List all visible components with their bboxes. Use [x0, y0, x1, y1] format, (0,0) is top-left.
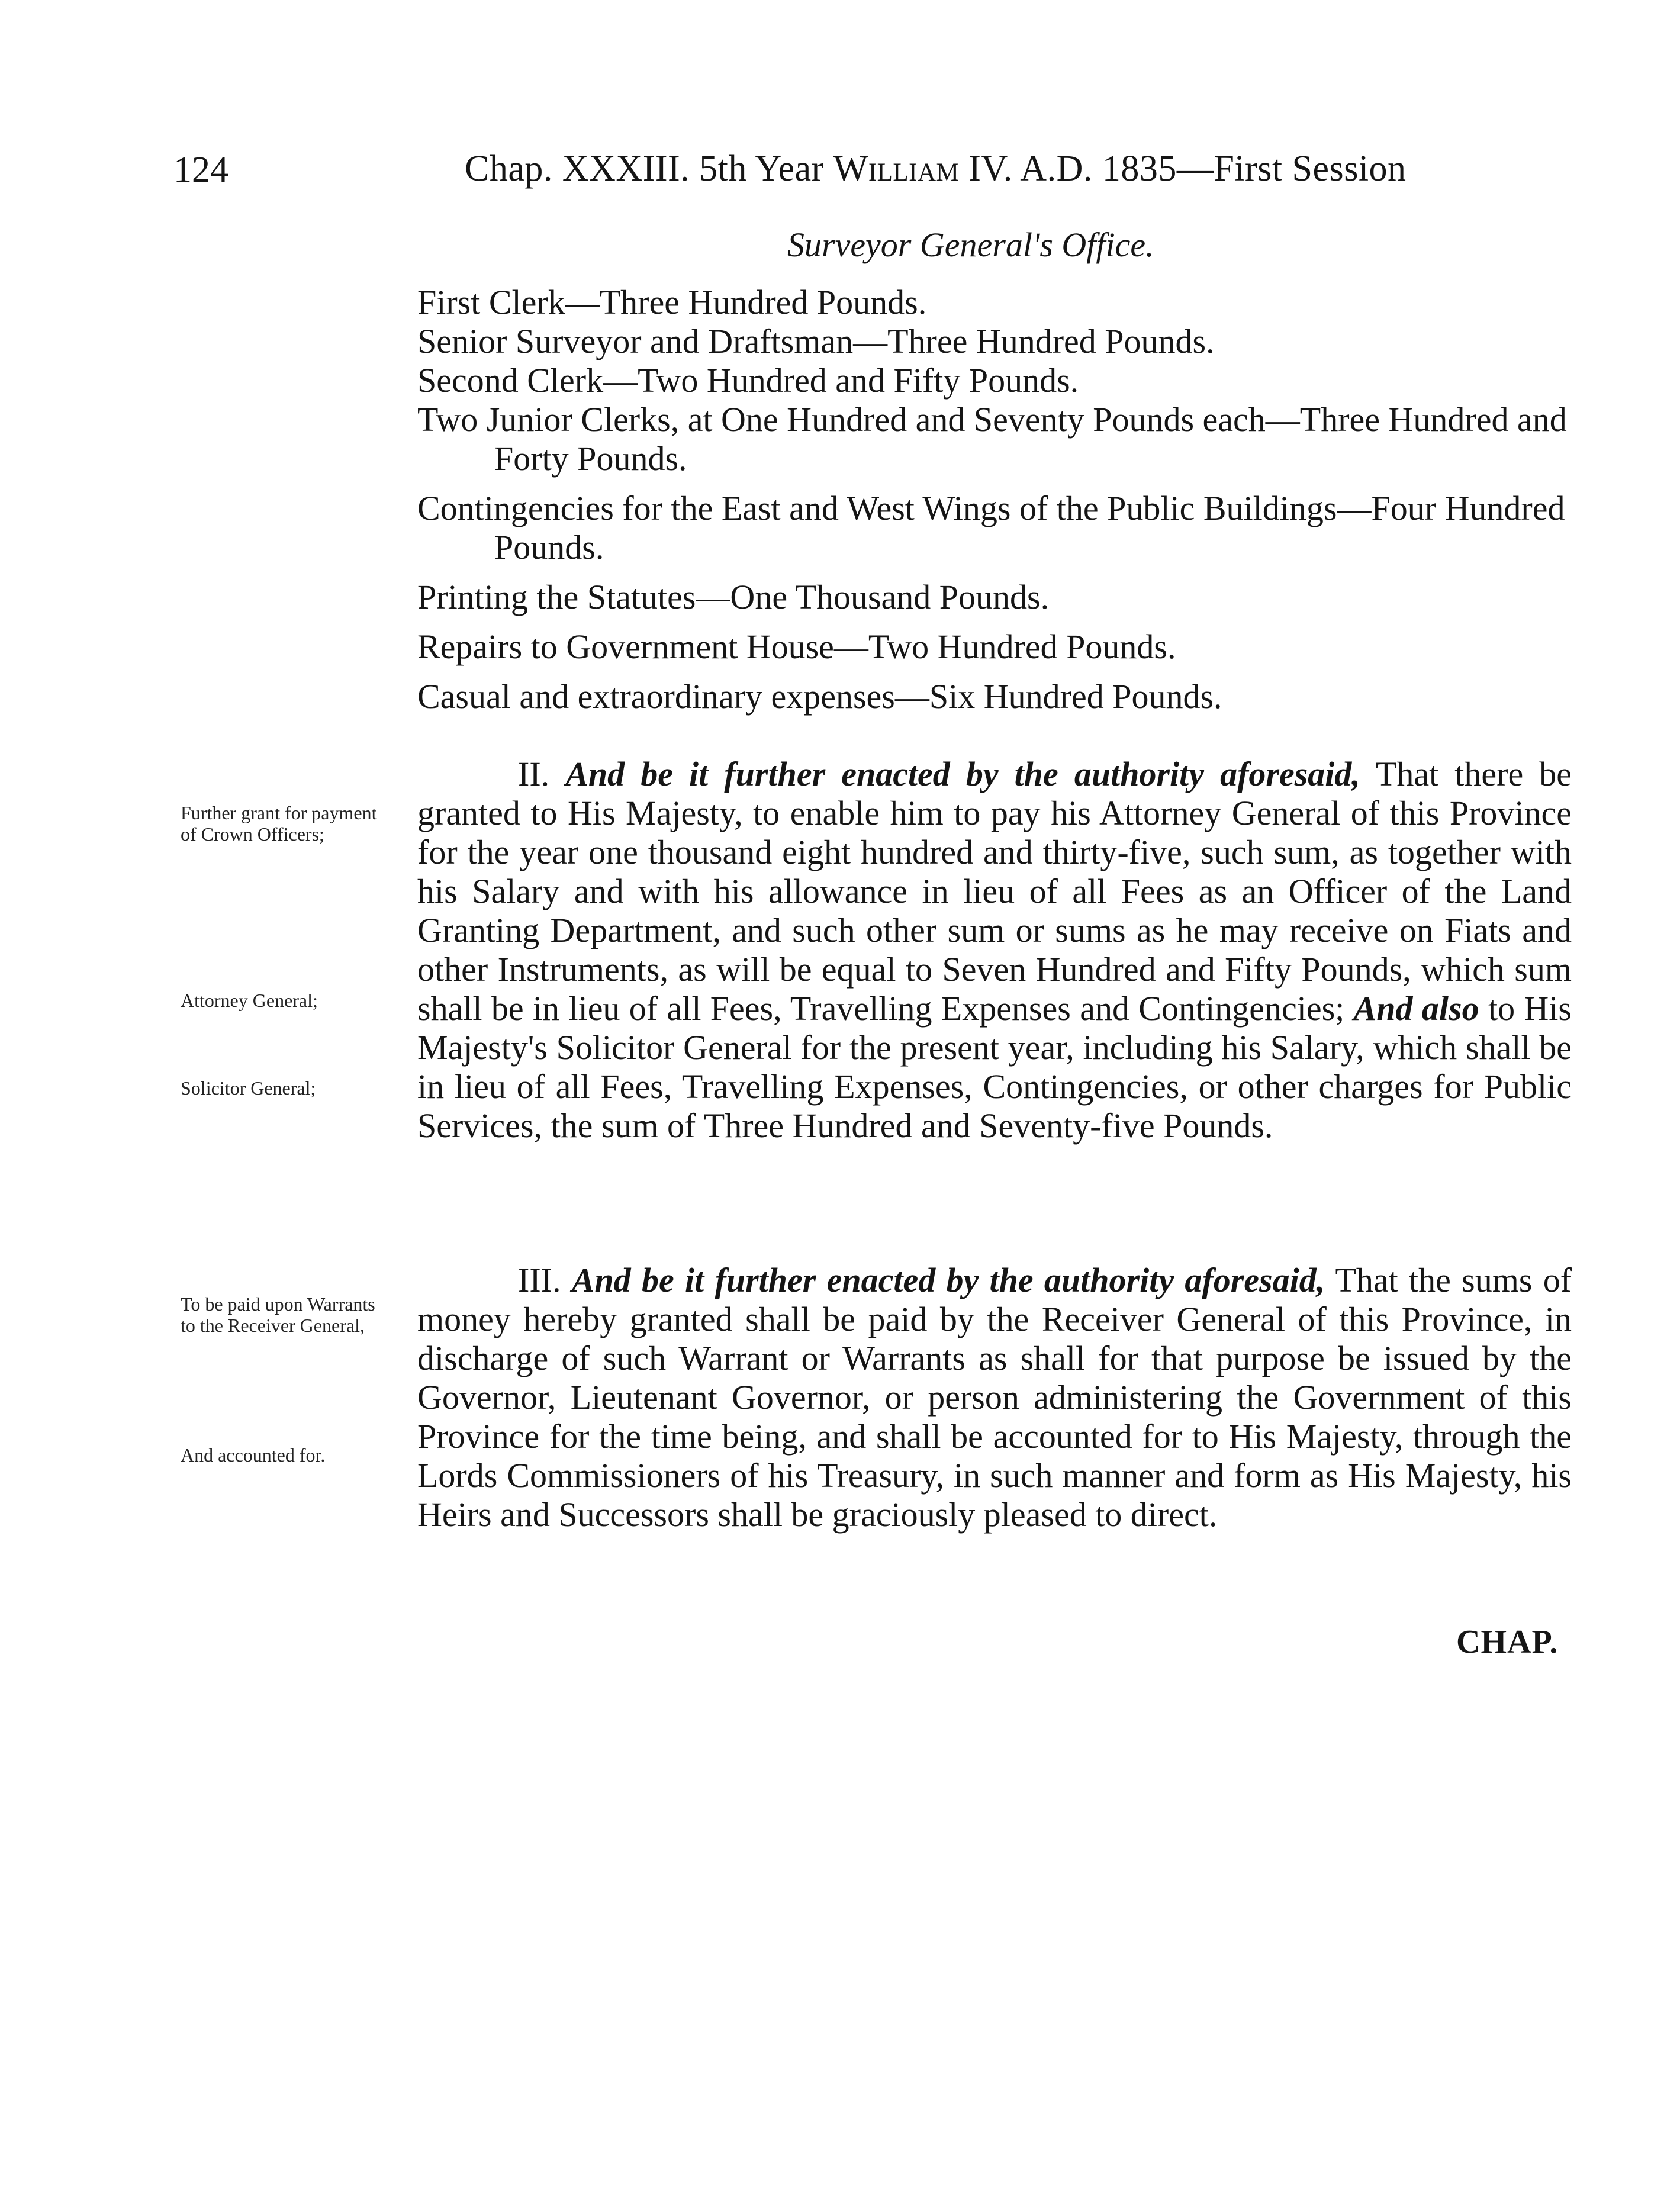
- section-3-number: III.: [518, 1261, 572, 1299]
- salary-list: [417, 283, 1572, 716]
- running-head-tail: IV. A.D. 1835—First Session: [959, 149, 1407, 189]
- section-2-text-b: to His Majesty's Solicitor General for the present year, including his Salary, which shall be in lieu of all Fees, Travelling Expenses, Contingencies, or other charges for Public Services, the sum of Three Hundred and Seventy-five Pounds.: [417, 989, 1572, 1145]
- section-2-paragraph: [417, 755, 1572, 1145]
- margin-note-further-grant: Further grant for payment of Crown Officers;: [181, 802, 377, 845]
- margin-note-paid-upon: To be paid upon Warrants to the Receiver General,: [181, 1293, 375, 1336]
- section-2-enacting-clause: And be it further enacted by the authority aforesaid,: [565, 755, 1360, 793]
- margin-note-solicitor-general: Solicitor General;: [181, 1077, 316, 1099]
- list-item: Second Clerk—Two Hundred and Fifty Pounds.: [417, 361, 1079, 400]
- margin-note-attorney-general: Attorney General;: [181, 990, 318, 1011]
- running-head-monarch: William: [833, 149, 960, 189]
- list-item: First Clerk—Three Hundred Pounds.: [417, 283, 927, 321]
- section-2-text-a: That there be granted to His Majesty, to enable him to pay his Attorney General of this Province for the year one thousand eight hundred and thirty-five, such sum, as together with his Salary and with his allowance in lieu of all Fees as an Officer of the Land Granting Department, and such other sum or sums as he may receive on Fiats and other Instruments, as will be equal to Seven Hundred and Fifty Pounds, which sum shall be in lieu of all Fees, Travelling Expenses and Contingencies;: [417, 755, 1572, 1028]
- section-2-and-also: And also: [1353, 989, 1479, 1028]
- list-item: Casual and extraordinary expenses—Six Hundred Pounds.: [417, 677, 1222, 716]
- section-2-number: II.: [518, 755, 566, 793]
- catchword: CHAP.: [1456, 1624, 1559, 1660]
- section-3-paragraph: [417, 1261, 1572, 1534]
- list-item: Two Junior Clerks, at One Hundred and Seventy Pounds each—Three Hundred and Forty Pounds.: [417, 400, 1567, 478]
- running-head: [465, 148, 1407, 190]
- page-number: 124: [173, 150, 228, 190]
- margin-note-accounted: And accounted for.: [181, 1444, 326, 1466]
- section-heading: Surveyor General's Office.: [787, 226, 1154, 264]
- running-head-chapter: Chap. XXXIII. 5th Year: [465, 149, 833, 189]
- list-item: Printing the Statutes—One Thousand Pounds.: [417, 578, 1050, 616]
- list-item: Repairs to Government House—Two Hundred Pounds.: [417, 627, 1176, 666]
- list-item: Senior Surveyor and Draftsman—Three Hundred Pounds.: [417, 322, 1215, 360]
- list-item: Contingencies for the East and West Wings of the Public Buildings—Four Hundred Pounds.: [417, 489, 1565, 566]
- section-3-text: That the sums of money hereby granted shall be paid by the Receiver General of this Province, in discharge of such Warrant or Warrants as shall for that purpose be issued by the Governor, Lieutenant Governor, or person administering the Government of this Province for the time being, and shall be accounted for to His Majesty, through the Lords Commissioners of his Treasury, in such manner and form as His Majesty, his Heirs and Successors shall be graciously pleased to direct.: [417, 1261, 1572, 1534]
- section-3-enacting-clause: And be it further enacted by the authority aforesaid,: [571, 1261, 1325, 1299]
